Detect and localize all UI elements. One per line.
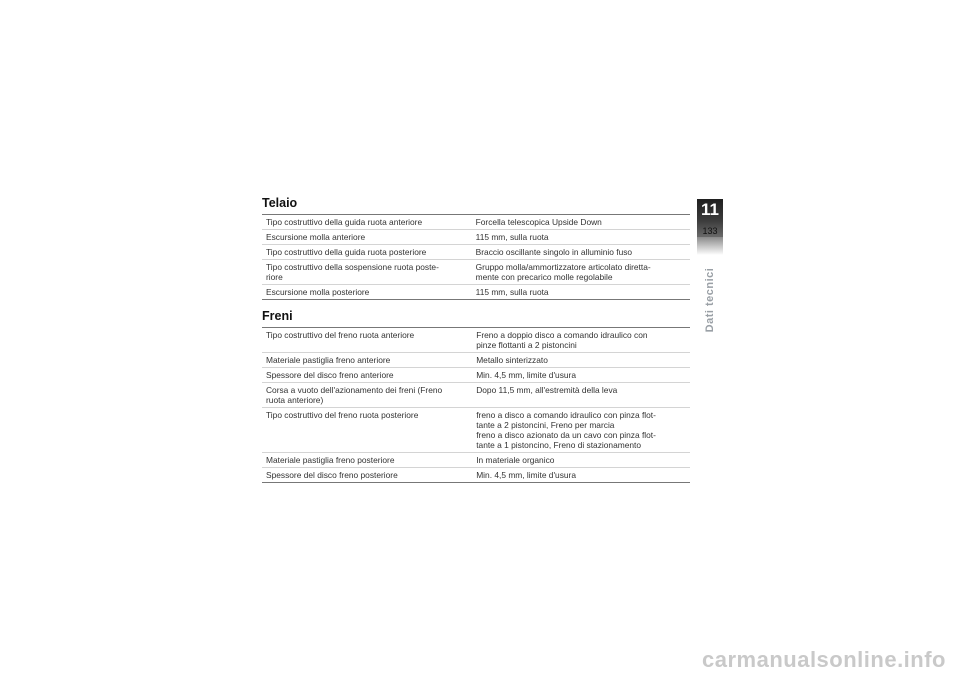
spec-label: [262, 328, 472, 353]
spec-value-line: Metallo sinterizzato: [476, 355, 548, 365]
table-row: [262, 285, 690, 300]
table-row: [262, 260, 690, 285]
spec-value-line: Freno a doppio disco a comando idraulico con: [476, 330, 648, 340]
spec-value-line: Gruppo molla/ammortizzatore articolato diretta-: [475, 262, 651, 272]
spec-value: [472, 328, 690, 353]
spec-value: [472, 453, 690, 468]
table-row: [262, 328, 690, 353]
table-row: [262, 383, 690, 408]
table-row: [262, 468, 690, 483]
spec-value: [472, 468, 690, 483]
table-row: [262, 245, 690, 260]
chapter-side-label: Dati tecnici: [704, 267, 716, 333]
spec-label-line: Tipo costruttivo del freno ruota anteriore: [266, 330, 415, 340]
spec-value-line: pinze flottanti a 2 pistoncini: [476, 340, 577, 350]
spec-label: [262, 215, 472, 230]
chapter-tab-fade: [697, 237, 723, 255]
spec-value: [472, 285, 690, 300]
spec-value-line: mente con precarico molle regolabile: [475, 272, 613, 282]
spec-label-line: Escursione molla posteriore: [266, 287, 370, 297]
spec-table-telaio: [262, 214, 690, 300]
spec-label-line: Materiale pastiglia freno anteriore: [266, 355, 391, 365]
spec-value-line: tante a 1 pistoncino, Freno di stazionamento: [476, 440, 642, 450]
spec-label-line: Corsa a vuoto dell'azionamento dei freni (Freno: [266, 385, 443, 395]
spec-value: [472, 215, 690, 230]
table-row: [262, 215, 690, 230]
spec-value-line: Min. 4,5 mm, limite d'usura: [476, 470, 577, 480]
spec-value: [472, 245, 690, 260]
spec-value-line: Min. 4,5 mm, limite d'usura: [476, 370, 577, 380]
spec-value-line: freno a disco a comando idraulico con pinza flot-: [476, 410, 656, 420]
spec-value-line: Forcella telescopica Upside Down: [475, 217, 602, 227]
spec-value-line: freno a disco azionato da un cavo con pinza flot-: [476, 430, 656, 440]
spec-label: [262, 408, 472, 453]
spec-label: [262, 383, 472, 408]
table-row: [262, 453, 690, 468]
spec-label: [262, 453, 472, 468]
page-number: 133: [702, 226, 718, 236]
spec-label: [262, 368, 472, 383]
table-row: [262, 353, 690, 368]
spec-value-line: tante a 2 pistoncini, Freno per marcia: [476, 420, 615, 430]
spec-label-line: riore: [266, 272, 283, 282]
spec-label-line: Tipo costruttivo della guida ruota posteriore: [266, 247, 427, 257]
spec-table-freni: [262, 327, 690, 483]
spec-label-line: Escursione molla anteriore: [266, 232, 366, 242]
spec-label: [262, 230, 472, 245]
spec-value-line: In materiale organico: [476, 455, 555, 465]
spec-label: [262, 260, 472, 285]
spec-label-line: Tipo costruttivo del freno ruota posteriore: [266, 410, 419, 420]
chapter-number: 11: [701, 200, 719, 219]
section-title-freni: Freni: [262, 309, 293, 323]
spec-value-line: 115 mm, sulla ruota: [475, 287, 549, 297]
spec-value: [472, 260, 690, 285]
spec-value: [472, 408, 690, 453]
spec-label: [262, 468, 472, 483]
table-row: [262, 368, 690, 383]
spec-value-line: Dopo 11,5 mm, all'estremità della leva: [476, 385, 618, 395]
table-row: [262, 408, 690, 453]
spec-value: [472, 230, 690, 245]
spec-label-line: Spessore del disco freno anteriore: [266, 370, 394, 380]
spec-label: [262, 245, 472, 260]
spec-label-line: Tipo costruttivo della sospensione ruota poste-: [266, 262, 439, 272]
spec-label-line: Spessore del disco freno posteriore: [266, 470, 398, 480]
spec-label-line: ruota anteriore): [266, 395, 324, 405]
watermark: carmanualsonline.info: [702, 647, 946, 672]
spec-label-line: Materiale pastiglia freno posteriore: [266, 455, 395, 465]
spec-value: [472, 383, 690, 408]
section-title-telaio: Telaio: [262, 196, 298, 210]
spec-value-line: Braccio oscillante singolo in alluminio fuso: [475, 247, 633, 257]
table-row: [262, 230, 690, 245]
spec-label: [262, 285, 472, 300]
spec-value: [472, 368, 690, 383]
spec-label: [262, 353, 472, 368]
spec-label-line: Tipo costruttivo della guida ruota anteriore: [266, 217, 423, 227]
spec-value-line: 115 mm, sulla ruota: [475, 232, 549, 242]
spec-value: [472, 353, 690, 368]
